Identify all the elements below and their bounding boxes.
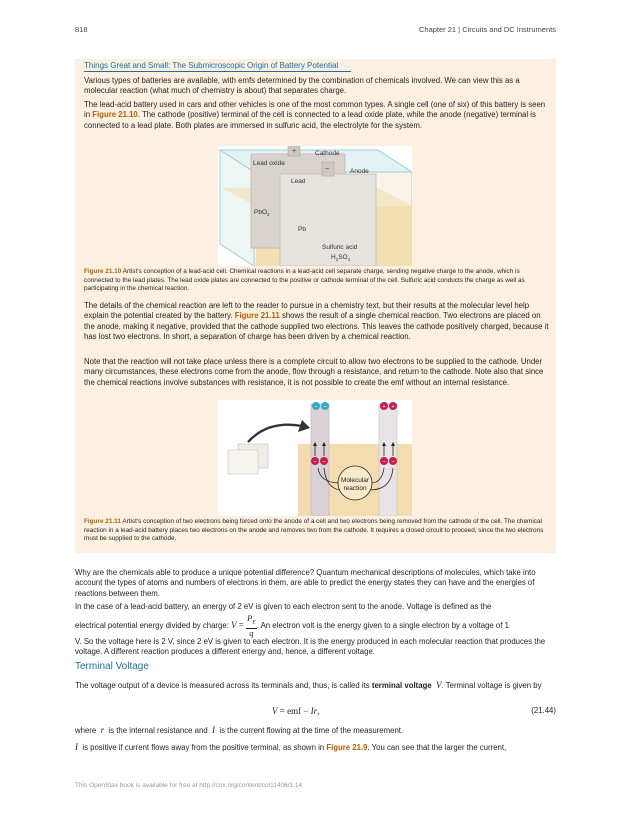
lead-acid-cell-illustration	[218, 146, 412, 266]
paragraph-energy-d	[75, 637, 556, 658]
pbo2-subscript: 2	[267, 212, 270, 217]
eq-fraction-denominator: q	[249, 627, 254, 638]
molecular-label: Molecular	[340, 477, 370, 484]
lead-oxide-label: Lead oxide	[253, 160, 285, 167]
chapter-title: Chapter 21 | Circuits and DC Instruments	[418, 25, 556, 34]
eq-inline-equals: =	[236, 620, 247, 630]
paragraph-where-c: is the current flowing at the time of the measurement.	[217, 726, 404, 735]
equation-21-44	[272, 706, 319, 716]
eq-fraction-numerator	[246, 614, 257, 629]
figure-21-9-link[interactable]: Figure 21.9	[326, 743, 368, 752]
equation-number: (21.44)	[531, 706, 556, 715]
paragraph-where-b: is the internal resistance and	[106, 726, 210, 735]
moving-sign-2: −	[322, 459, 326, 466]
paragraph-details-a: The details of the chemical reaction are left to the reader to pursue in a chemistry text, but their results at the molecular level help explain the potential created by the battery.	[84, 301, 530, 321]
paragraph-quantum-text: Why are the chemicals able to produce a unique potential difference? Quantum mechanical descriptions of molecules, which take into account the types of atoms and numbers of electrons in them, are able to predict the energy states they can have and the energies of reactions between them.	[75, 568, 536, 598]
section-title-terminal-voltage: Terminal Voltage	[75, 661, 149, 672]
figure-21-11-image	[218, 400, 412, 516]
feature-box-title: Things Great and Small: The Submicroscopic Origin of Battery Potential	[84, 61, 351, 72]
molecular-reaction-illustration	[218, 400, 412, 516]
electron-sign-2: −	[323, 404, 327, 411]
feature-box	[75, 59, 556, 553]
paragraph-details	[84, 301, 550, 343]
paragraph-energy-b	[75, 614, 556, 636]
paragraph-batteries	[84, 76, 550, 97]
paragraph-current-a: is positive if current flows away from the positive terminal, as shown in	[80, 743, 327, 752]
paragraph-current	[75, 742, 556, 753]
removed-sign-2: −	[391, 459, 395, 466]
equation-mid: = emf −	[277, 706, 311, 716]
paragraph-lead-acid-a: The lead-acid battery used in cars and other vehicles is one of the most common types. A single cell (one of six) of this battery is seen in	[84, 100, 546, 120]
equation-ir: Ir	[310, 706, 318, 716]
lead-plate	[280, 174, 376, 266]
figure-21-10-caption	[84, 268, 550, 294]
terminal-voltage-symbol: V	[436, 680, 442, 690]
pbo2-text: PbO	[254, 209, 268, 216]
paragraph-current-b: . You can see that the larger the current,	[367, 743, 507, 752]
footer-license: This OpenStax book is available for free at http://cnx.org/content/col11406/1.14	[75, 782, 303, 789]
removed-sign-1: −	[382, 459, 386, 466]
paragraph-energy-a	[75, 602, 556, 612]
lead-label: Lead	[291, 178, 306, 185]
zoom-arrow-line	[248, 425, 302, 442]
figure-21-11-caption-text: Artist's conception of two electrons being forced onto the anode of a cell and two electrons being removed from the cathode of the cell. The chemical reaction in a lead-acid battery places two electrons on the anode and removes two from the cathode. It requires a closed circuit to proceed, since the two electrons must be supplied to the cathode.	[84, 518, 544, 543]
paragraph-where	[75, 725, 556, 736]
cathode-label: Cathode	[315, 150, 340, 157]
anode-label: Anode	[350, 168, 369, 175]
figure-21-11-link[interactable]: Figure 21.11	[234, 311, 280, 321]
paragraph-terminal	[75, 680, 556, 691]
symbol-r: r	[100, 725, 105, 735]
symbol-i: I	[212, 725, 216, 735]
paragraph-note-text: Note that the reaction will not take place unless there is a complete circuit to allow two electrons to be supplied to the cathode. Under many circumstances, these electrons come from the anode, flow through a resistance, and return to the cathode. Note also that since the chemical reactions involve substances with resistance, it is not possible to create the emf without an internal resistance.	[84, 357, 544, 387]
h2so4-sub-4: 4	[347, 257, 351, 262]
h2so4-h: H	[331, 254, 336, 261]
figure-21-11-caption	[84, 518, 550, 544]
small-battery-front	[228, 450, 258, 474]
paragraph-energy-c: . An electron volt is the energy given to a single electron by a voltage of 1	[256, 621, 509, 630]
paragraph-energy-d-text: V. So the voltage here is 2 V, since 2 eV is given to each electron. It is the energy produced in each molecular reaction that produces the voltage. A different reaction produces a different energy and, hence, a different voltage.	[75, 637, 546, 657]
plus-sign: +	[292, 148, 297, 155]
eq-inline-fraction	[246, 614, 257, 638]
eq-inline-v: V	[231, 620, 237, 630]
h2so4-sub-2: 2	[335, 257, 339, 262]
figure-21-10-caption-label: Figure 21.10	[84, 268, 122, 275]
paragraph-note	[84, 357, 550, 388]
paragraph-energy-b-text: electrical potential energy divided by charge:	[75, 621, 232, 630]
cathode-sign-1: +	[382, 404, 386, 411]
paragraph-details-b: shows the result of a single chemical reaction. Two electrons are placed on the anode, making it negative, provided that the cathode supplied two electrons. This leaves the cathode positively charged, because it has lost two electrons. In short, a separation of charge has been driven by a chemical reaction.	[84, 311, 549, 342]
term-terminal-voltage: terminal voltage	[371, 681, 432, 690]
paragraph-lead-acid-b: . The cathode (positive) terminal of the cell is connected to a lead oxide plate, while the anode (negative) terminal is connected to a lead plate. Both plates are immersed in sulfuric acid, the electrolyte for the system.	[84, 110, 536, 130]
h2so4-so: SO	[338, 254, 348, 261]
sulfuric-acid-label: Sulfuric acid	[322, 244, 358, 251]
cathode-sign-2: +	[391, 404, 395, 411]
equation-comma: ,	[317, 706, 320, 716]
figure-21-10-caption-text: Artist's conception of a lead-acid cell. Chemical reactions in a lead-acid cell separate charge, sending negative charge to the anode, which is connected to the lead plates. The lead oxide plates are connected to the positive or cathode terminal of the cell. Sulfuric acid conducts the charge as well as participating in the chemical reaction.	[84, 268, 525, 293]
paragraph-terminal-b: . Terminal voltage is given by	[441, 681, 542, 690]
paragraph-terminal-a: The voltage output of a device is measured across its terminals and, thus, is called its	[75, 681, 372, 690]
eq-fraction-p: P	[247, 613, 253, 624]
figure-21-11-caption-label: Figure 21.11	[84, 518, 121, 525]
paragraph-where-a: where	[75, 726, 99, 735]
pb-label: Pb	[298, 226, 306, 233]
paragraph-energy-a-text: In the case of a lead-acid battery, an energy of 2 eV is given to each electron sent to the anode. Voltage is defined as the	[75, 602, 492, 611]
paragraph-quantum	[75, 568, 556, 599]
moving-sign-1: −	[313, 459, 317, 466]
figure-21-10-link[interactable]: Figure 21.10	[92, 110, 138, 120]
eq-fraction-subscript: E	[252, 619, 256, 626]
symbol-i-start: I	[75, 742, 78, 752]
electron-sign-1: −	[314, 404, 318, 411]
reaction-label: reaction	[343, 485, 367, 492]
minus-sign: −	[325, 166, 330, 173]
figure-21-10-image	[218, 146, 412, 266]
paragraph-lead-acid	[84, 100, 550, 131]
page-number: 818	[75, 25, 88, 34]
equation-v: V	[272, 706, 278, 716]
paragraph-batteries-text: Various types of batteries are available, with emfs determined by the combination of chemicals involved. We can view this as a molecular reaction (what much of chemistry is about) that separates charge.	[84, 76, 520, 96]
